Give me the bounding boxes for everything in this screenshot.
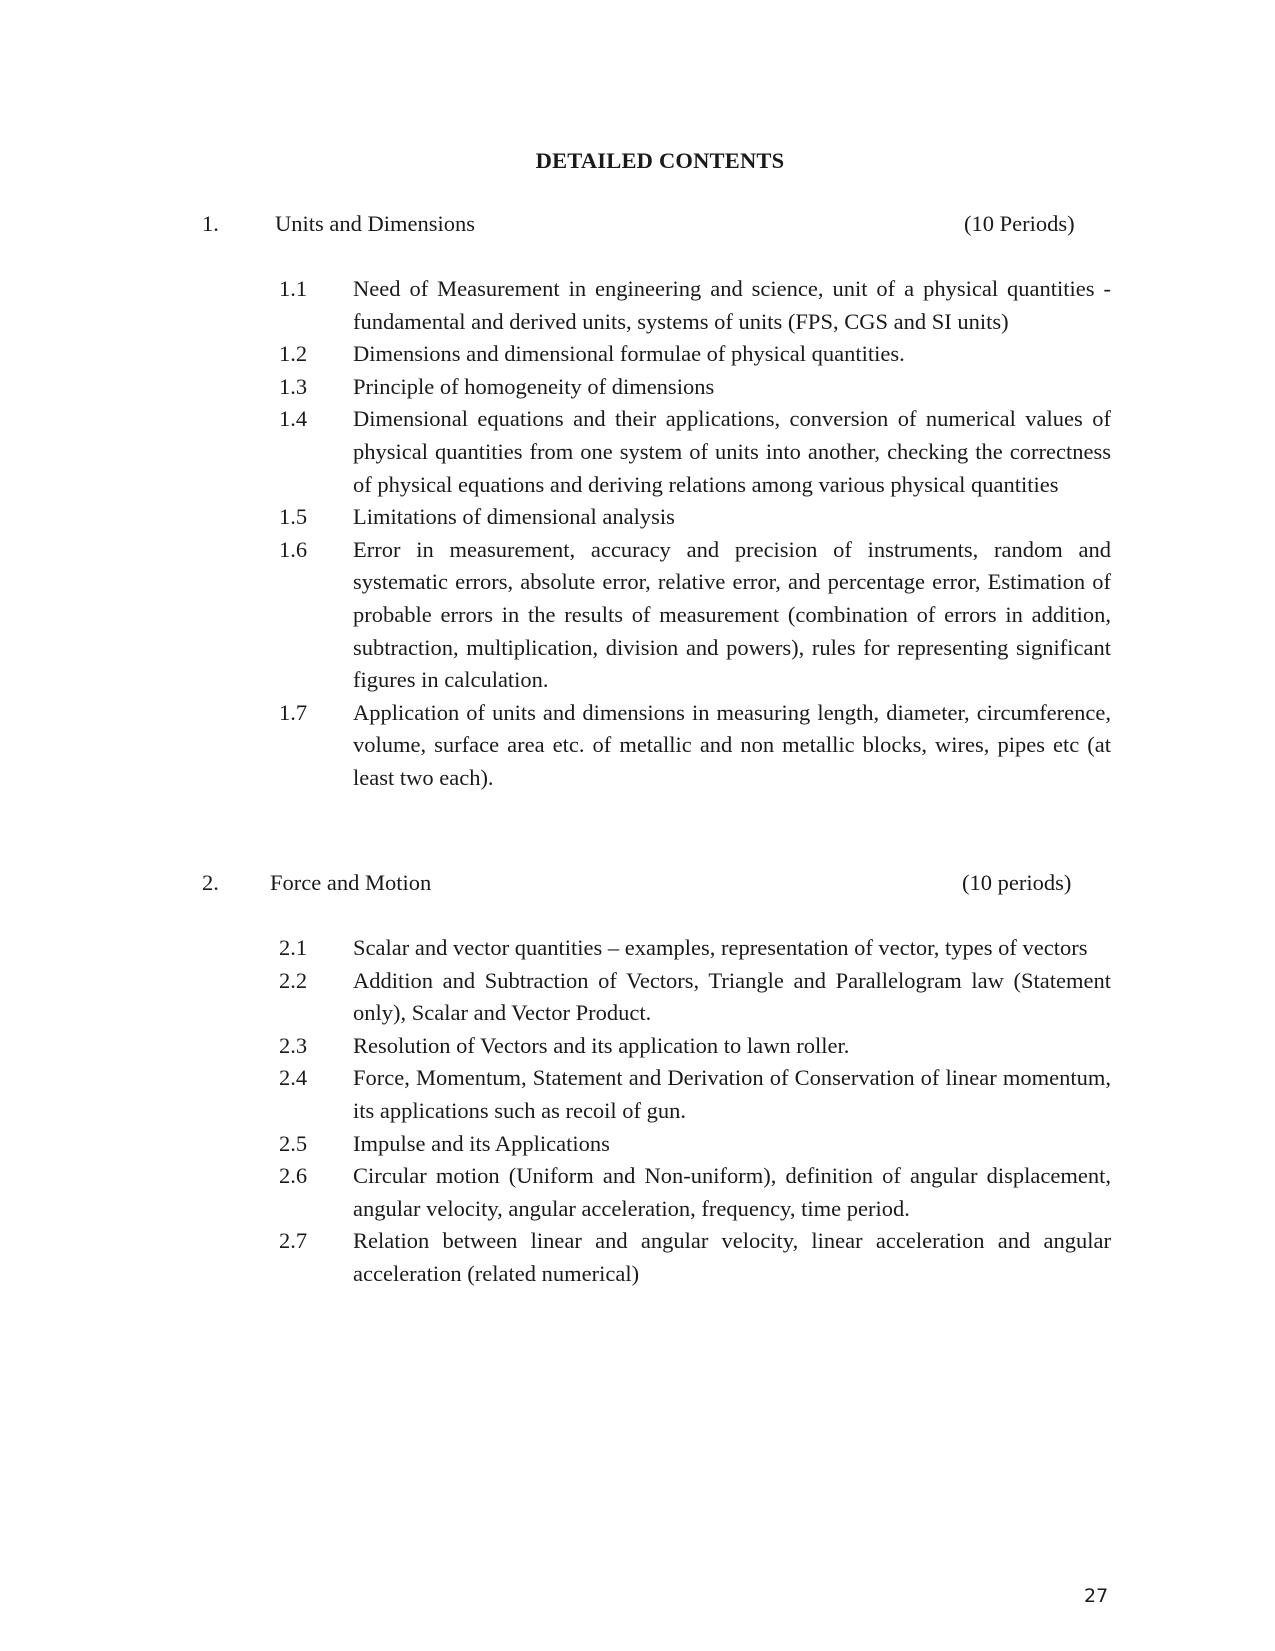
item-text: Addition and Subtraction of Vectors, Triangle and Parallelogram law (Statement only), Scalar and Vector Product. bbox=[353, 967, 1111, 1026]
item-number: 2.2 bbox=[279, 967, 308, 993]
item-number: 1.5 bbox=[279, 504, 308, 530]
list-item bbox=[279, 1062, 1111, 1127]
list-item bbox=[279, 403, 1111, 501]
item-number: 2.5 bbox=[279, 1130, 308, 1156]
item-text: Scalar and vector quantities – examples, representation of vector, types of vectors bbox=[353, 935, 1088, 960]
unit-title: Units and Dimensions bbox=[275, 211, 475, 236]
list-item bbox=[279, 338, 1111, 371]
list-item bbox=[279, 501, 1111, 534]
item-text: Dimensional equations and their applications, conversion of numerical values of physical quantities from one system of units into another, checking the correctness of physical equations and deriving relations among various physical quantities bbox=[353, 406, 1111, 497]
item-number: 2.1 bbox=[279, 935, 308, 960]
page-title: DETAILED CONTENTS bbox=[535, 148, 785, 173]
item-text: Limitations of dimensional analysis bbox=[353, 504, 675, 530]
list-item bbox=[279, 1128, 1111, 1161]
item-number: 1.2 bbox=[279, 341, 308, 367]
item-number: 1.4 bbox=[279, 406, 308, 432]
item-number: 2.4 bbox=[279, 1065, 308, 1091]
item-text: Force, Momentum, Statement and Derivation of Conservation of linear momentum, its applications such as recoil of gun. bbox=[353, 1065, 1111, 1123]
unit-heading-1 bbox=[202, 211, 1092, 241]
list-item bbox=[279, 273, 1111, 338]
item-number: 1.1 bbox=[279, 276, 308, 301]
unit-title: Force and Motion bbox=[270, 870, 432, 895]
item-number: 1.3 bbox=[279, 373, 308, 399]
unit-number: 2. bbox=[202, 870, 219, 895]
unit-heading-2 bbox=[202, 870, 1092, 900]
item-text: Principle of homogeneity of dimensions bbox=[353, 373, 715, 399]
list-item bbox=[279, 371, 1111, 404]
list-item bbox=[279, 534, 1111, 697]
unit-2-topics bbox=[279, 932, 1111, 1291]
item-number: 2.6 bbox=[279, 1163, 308, 1189]
item-text: Relation between linear and angular velocity, linear acceleration and angular acceleration (related numerical) bbox=[353, 1228, 1111, 1286]
list-item bbox=[279, 1160, 1111, 1225]
unit-1-topics bbox=[279, 273, 1111, 795]
list-item bbox=[279, 1030, 1111, 1063]
item-text: Impulse and its Applications bbox=[353, 1130, 610, 1156]
item-number: 1.7 bbox=[279, 699, 308, 725]
item-text: Resolution of Vectors and its application to lawn roller. bbox=[353, 1032, 850, 1058]
item-text: Dimensions and dimensional formulae of physical quantities. bbox=[353, 341, 905, 367]
list-item bbox=[279, 965, 1111, 1030]
list-item bbox=[279, 697, 1111, 795]
unit-periods: (10 periods) bbox=[962, 870, 1072, 895]
item-number: 1.6 bbox=[279, 536, 308, 562]
item-text: Circular motion (Uniform and Non-uniform), definition of angular displacement, angular velocity, angular acceleration, frequency, time period. bbox=[353, 1163, 1111, 1221]
list-item bbox=[279, 1225, 1111, 1290]
unit-periods: (10 Periods) bbox=[964, 211, 1075, 236]
list-item bbox=[279, 932, 1111, 965]
item-text: Need of Measurement in engineering and science, unit of a physical quantities - fundamental and derived units, systems of units (FPS, CGS and SI units) bbox=[353, 276, 1111, 334]
item-text: Application of units and dimensions in measuring length, diameter, circumference, volume, surface area etc. of metallic and non metallic blocks, wires, pipes etc (at least two each). bbox=[353, 699, 1111, 790]
page-number: 27 bbox=[1084, 1585, 1109, 1607]
item-number: 2.7 bbox=[279, 1228, 308, 1254]
unit-number: 1. bbox=[202, 211, 219, 236]
item-number: 2.3 bbox=[279, 1032, 308, 1058]
item-text: Error in measurement, accuracy and precision of instruments, random and systematic errors, absolute error, relative error, and percentage error, Estimation of probable errors in the results of measurement (combination of errors in addition, subtraction, multiplication, division and powers), rules for representing significant figures in calculation. bbox=[353, 536, 1111, 693]
